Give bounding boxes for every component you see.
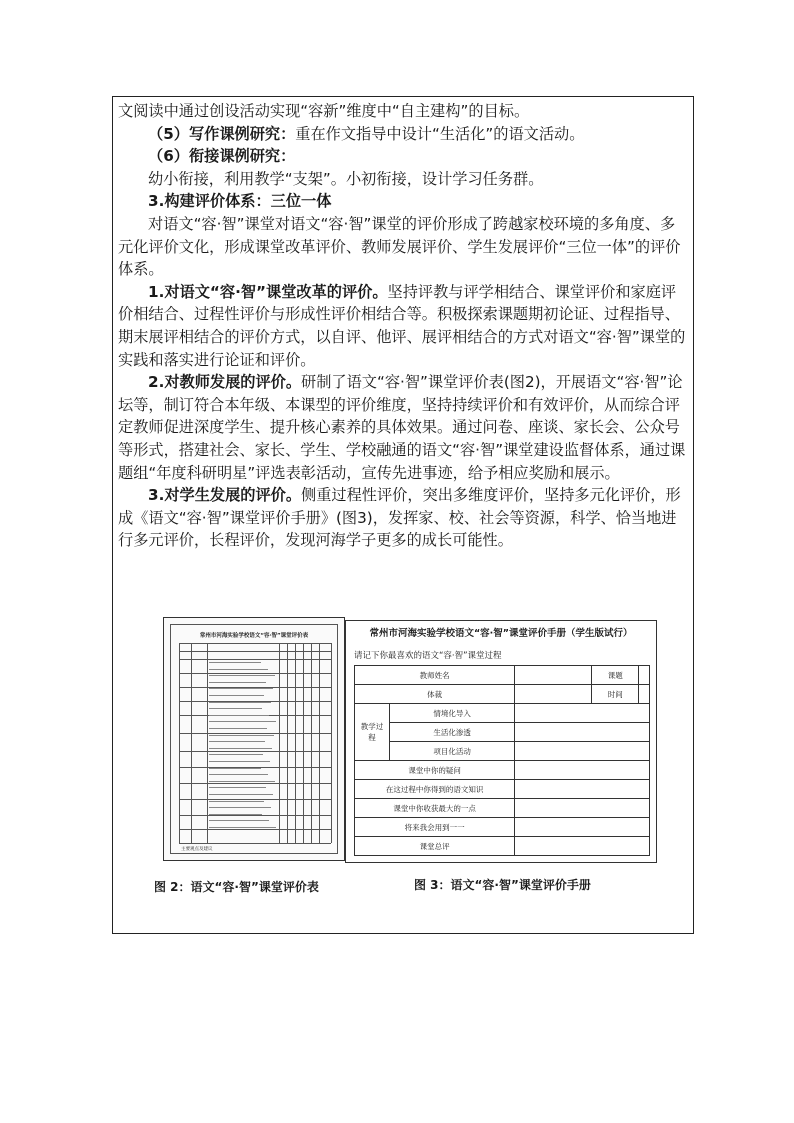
p6-text: 对语文“容·智”课堂对语文“容·智”课堂的评价形成了跨越家校环境的多角度、多元化评价文化，形成课堂改革评价、教师发展评价、学生发展评价“三位一体”的评价体系。 <box>118 214 681 279</box>
figure-2-title: 常州市河海实验学校语文“容·智”课堂评价表 <box>199 633 309 639</box>
figure-2-small-print <box>209 748 272 749</box>
figure-2-small-print <box>209 682 266 683</box>
figure-2-small-print <box>209 820 269 821</box>
paragraph-9 <box>118 484 688 552</box>
step1-label: 情境化导入 <box>390 704 515 723</box>
figure-2-grid <box>179 643 331 843</box>
topic-value <box>639 666 650 685</box>
figure-2-note: 主要观点及建议 <box>181 847 213 852</box>
figure-2-small-print <box>209 801 264 802</box>
q5-label: 课堂总评 <box>355 837 515 856</box>
p7-text: 坚持评教与评学相结合、课堂评价和家庭评价相结合、过程性评价与形成性评价相结合等。积极探索课题期初论证、过程指导、期末展评相结合的评价方式，以自评、他评、展评相结合的方式对语文“容·智”课堂的实践和落实进行论证和评价。 <box>118 282 686 369</box>
p9-heading: 3.对学生发展的评价。 <box>148 486 302 505</box>
figure-2-small-print <box>209 702 271 703</box>
figure-2-small-print <box>209 728 267 729</box>
process-label: 教学过程 <box>355 704 390 761</box>
teacher-value <box>515 666 592 685</box>
q1-label: 课堂中你的疑问 <box>355 761 515 780</box>
figure-2-grid-col <box>179 643 180 843</box>
q2-value <box>515 780 650 799</box>
figure-2-grid-col <box>311 643 312 843</box>
p2-heading: （5）写作课例研究： <box>148 124 296 143</box>
figure-2-small-print <box>209 675 275 676</box>
figure-2-caption: 图 2：语文“容·智”课堂评价表 <box>154 880 319 894</box>
figure-2-border <box>170 624 338 854</box>
paragraph-6 <box>118 213 688 281</box>
figure-2-grid-row <box>179 843 331 844</box>
figure-2-small-print <box>209 768 261 769</box>
figure-2-grid-row <box>179 815 331 816</box>
figure-2-small-print <box>209 807 271 808</box>
teacher-label: 教师姓名 <box>355 666 515 685</box>
figure-3-handbook <box>345 620 657 863</box>
figure-2-small-print <box>209 688 273 689</box>
figure-2-small-print <box>209 669 268 670</box>
paragraph-4 <box>118 168 688 191</box>
figure-2-evaluation-form <box>163 617 345 861</box>
figure-2-small-print <box>209 814 262 815</box>
figure-2-small-print <box>209 774 268 775</box>
q4-value <box>515 818 650 837</box>
figure-2-small-print <box>209 695 264 696</box>
figure-2-small-print <box>209 787 266 788</box>
step3-label: 项目化活动 <box>390 742 515 761</box>
step3-value <box>515 742 650 761</box>
figure-2-small-print <box>209 781 275 782</box>
step2-value <box>515 723 650 742</box>
q2-label: 在这过程中你得到的语文知识 <box>355 780 515 799</box>
figure-2-grid-row <box>179 651 331 652</box>
paragraph-1 <box>118 100 688 123</box>
q4-label: 将来我会用到一一 <box>355 818 515 837</box>
figure-2-grid-col <box>279 643 280 843</box>
figure-2-small-print <box>209 708 262 709</box>
p2-text: 重在作文指导中设计“生活化”的语文活动。 <box>295 124 585 143</box>
body-text <box>118 100 688 552</box>
step2-label: 生活化渗透 <box>390 723 515 742</box>
p1-text: 文阅读中通过创设活动实现“容新”维度中“自主建构”的目标。 <box>118 102 530 120</box>
paragraph-8 <box>118 371 688 484</box>
figure-2-grid-col <box>287 643 288 843</box>
paragraph-7 <box>118 281 688 371</box>
figure-2-small-print <box>209 715 269 716</box>
paragraph-3 <box>118 145 688 168</box>
p7-heading: 1.对语文“容·智”课堂改革的评价。 <box>148 282 388 301</box>
p8-heading: 2.对教师发展的评价。 <box>148 373 302 392</box>
figure-2-small-print <box>209 754 263 755</box>
figure-2-grid-row <box>179 659 331 660</box>
figure-2-grid-col <box>191 643 192 843</box>
q3-label: 课堂中你收获最大的一点 <box>355 799 515 818</box>
genre-value <box>515 685 592 704</box>
figure-2-grid-row <box>179 783 331 784</box>
p8-text: 研制了语文“容·智”课堂评价表(图2)，开展语文“容·智”论坛等，制订符合本年级、本课型的评价维度，坚持持续评价和有效评价，从而综合评定教师促进深度学生、提升核心素养的具体效果。通过问卷、座谈、家长会、公众号等形式，搭建社会、家长、学生、学校融通的语文“容·智”课堂建设监督体系，通过课题组“年度科研明星”评选表彰活动，宣传先进事迹，给予相应奖励和展示。 <box>118 373 686 482</box>
figure-3-prompt: 请记下你最喜欢的语文“容·智”课堂过程 <box>354 651 502 661</box>
step1-value <box>515 704 650 723</box>
figure-2-grid-col <box>331 643 332 843</box>
q1-value <box>515 761 650 780</box>
figure-3-caption: 图 3：语文“容·智”课堂评价手册 <box>414 878 591 892</box>
figure-2-small-print <box>209 827 276 828</box>
figure-2-small-print <box>209 761 270 762</box>
p5-heading: 3.构建评价体系：三位一体 <box>148 192 332 211</box>
paragraph-2 <box>118 123 688 146</box>
topic-label: 课题 <box>592 666 639 685</box>
figure-2-grid-row <box>179 829 331 830</box>
figure-2-grid-col <box>295 643 296 843</box>
p3-heading: （6）衔接课例研究： <box>148 147 296 166</box>
figure-2-grid-col <box>303 643 304 843</box>
paragraph-5 <box>118 190 688 213</box>
figure-2-grid-col <box>319 643 320 843</box>
figure-2-small-print <box>209 662 261 663</box>
figure-2-grid-col <box>207 643 208 843</box>
figure-2-grid-row <box>179 751 331 752</box>
genre-label: 体裁 <box>355 685 515 704</box>
time-label: 时间 <box>592 685 639 704</box>
figure-2-grid-row <box>179 673 331 674</box>
figure-3-title: 常州市河海实验学校语文“容·智”课堂评价手册（学生版试行） <box>369 628 633 639</box>
figure-2-grid-row <box>179 643 331 644</box>
p9-text: 侧重过程性评价，突出多维度评价，坚持多元化评价，形成《语文“容·智”课堂评价手册》(图3)，发挥家、校、社会等资源，科学、恰当地进行多元评价，长程评价，发现河海学子更多的成长可能性。 <box>118 486 681 550</box>
figure-3-table <box>354 665 650 856</box>
q3-value <box>515 799 650 818</box>
figure-2-small-print <box>209 794 273 795</box>
p4-text: 幼小衔接，利用教学“支架”。小初衔接，设计学习任务群。 <box>148 169 544 188</box>
figure-2-small-print <box>209 721 276 722</box>
figure-2-small-print <box>209 741 265 742</box>
time-value <box>639 685 650 704</box>
q5-value <box>515 837 650 856</box>
figure-2-small-print <box>209 735 274 736</box>
